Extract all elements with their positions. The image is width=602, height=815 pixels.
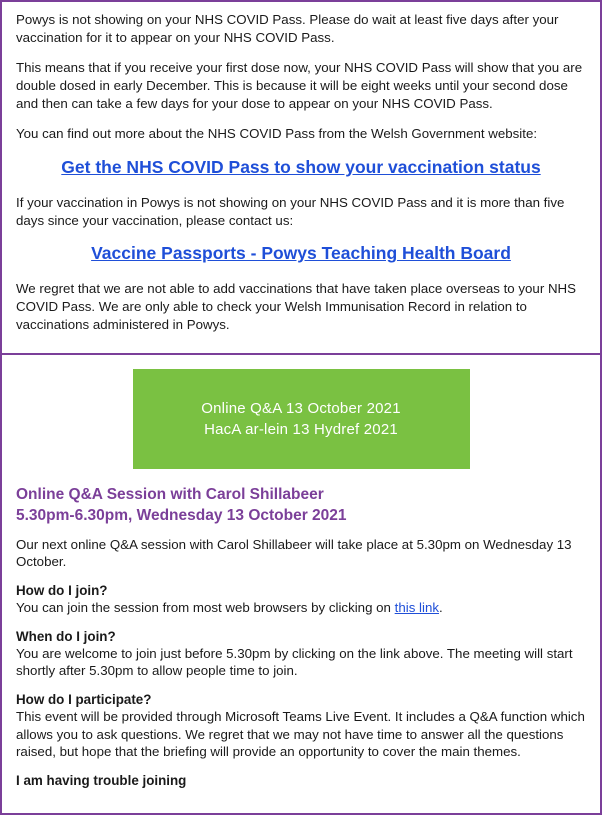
question-trouble-joining-title: I am having trouble joining [16, 773, 187, 789]
paragraph-2: This means that if you receive your first dose now, your NHS COVID Pass will show that you are double dosed in early December. This is because it will be eight weeks until your second dose and then can take a few days for your dose to appear on your NHS COVID Pass. [16, 60, 583, 111]
question-body: This event will be provided through Microsoft Teams Live Event. It includes a Q&A function which allows you to ask questions. We regret that we may not have time to answer all the questions raised, but hope that the briefing will provide an opportunity to cover the main themes. [16, 709, 585, 760]
covid-pass-section [2, 2, 600, 347]
question-body-text-after: . [439, 600, 443, 616]
question-when-do-i-join [16, 629, 586, 680]
qa-heading-line-2: 5.30pm-6.30pm, Wednesday 13 October 2021 [16, 506, 347, 524]
question-body [16, 599, 586, 617]
question-title: How do I join? [16, 583, 108, 599]
covid-pass-link[interactable]: Get the NHS COVID Pass to show your vaccination status [61, 157, 541, 178]
banner-line-english: Online Q&A 13 October 2021 [201, 399, 401, 417]
paragraph-3: You can find out more about the NHS COVID Pass from the Welsh Government website: [16, 126, 538, 142]
qa-heading-line-1: Online Q&A Session with Carol Shillabeer [16, 486, 324, 504]
paragraph-1: Powys is not showing on your NHS COVID Pass. Please do wait at least five days after your vaccination for it to appear on your NHS COVID Pass. [16, 12, 559, 45]
covid-pass-link-wrapper [16, 157, 586, 178]
vaccine-passports-link[interactable]: Vaccine Passports - Powys Teaching Health Board [91, 243, 511, 264]
question-how-do-i-join [16, 583, 586, 617]
qa-session-heading [2, 485, 600, 525]
question-title: How do I participate? [16, 692, 152, 708]
question-body-text-before: You can join the session from most web browsers by clicking on [16, 600, 395, 616]
qa-intro-paragraph: Our next online Q&A session with Carol Shillabeer will take place at 5.30pm on Wednesday 13 October. [16, 536, 572, 570]
vaccine-passports-link-wrapper [16, 243, 586, 264]
question-body: You are welcome to join just before 5.30pm by clicking on the link above. The meeting will start shortly after 5.30pm to allow people time to join. [16, 645, 573, 679]
qa-session-body [2, 536, 600, 788]
question-how-do-i-participate [16, 692, 586, 761]
paragraph-overseas: We regret that we are not able to add vaccinations that have taken place overseas to your NHS COVID Pass. We are only able to check your Welsh Immunisation Record in relation to vaccinations administered in Powys. [16, 281, 577, 332]
banner-line-welsh: HacA ar-lein 13 Hydref 2021 [204, 421, 398, 439]
qa-banner-wrapper [2, 355, 600, 469]
paragraph-contact-us: If your vaccination in Powys is not showing on your NHS COVID Pass and it is more than five days since your vaccination, please contact us: [16, 195, 565, 228]
qa-banner [133, 369, 470, 469]
question-title: When do I join? [16, 628, 116, 644]
join-session-link[interactable]: this link [394, 600, 439, 616]
